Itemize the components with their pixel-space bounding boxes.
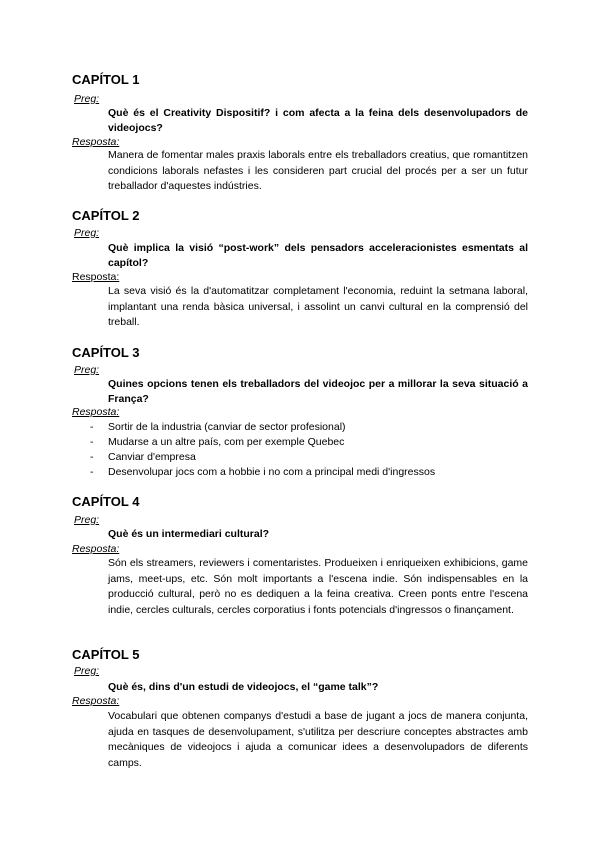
list-item: - Mudarse a un altre país, com per exemple Quebec bbox=[90, 436, 345, 448]
question-label: Preg: bbox=[74, 227, 100, 239]
chapter-title: CAPÍTOL 2 bbox=[72, 208, 140, 223]
question-text: Què és un intermediari cultural? bbox=[108, 528, 270, 540]
chapter-title: CAPÍTOL 4 bbox=[72, 494, 140, 509]
answer-label: Resposta: bbox=[72, 543, 120, 555]
list-item: - Canviar d'empresa bbox=[90, 451, 196, 463]
question-label: Preg: bbox=[74, 93, 100, 105]
answer-text: La seva visió és la d'automatitzar completament l'economia, reduint la setmana laboral, implantant una renda bàsica universal, i assolint un canvi cultural en la comprensió del treball. bbox=[108, 285, 528, 328]
answer-label: Resposta: bbox=[72, 271, 120, 283]
answer-label: Resposta: bbox=[72, 406, 120, 418]
answer-text: Manera de fomentar males praxis laborals entre els treballadors creatius, que romantitzen condicions laborals nefastes i les consideren part crucial del procés per a ser un futur treballador d'aquestes indústries. bbox=[108, 149, 528, 192]
chapter-title: CAPÍTOL 3 bbox=[72, 345, 140, 360]
answer-text: Són els streamers, reviewers i comentaristes. Produeixen i enriqueixen exhibicions, game jams, meet-ups, etc. Són molt importants a l'escena indie. Són indispensables en la producció cultural, però no es dediquen a la feina creativa. Creen ponts entre l'escena indie, cercles culturals, cercles corporatius i fonts potencials d'ingressos o finançament. bbox=[108, 557, 528, 616]
answer-list bbox=[90, 420, 530, 480]
question-text: Què implica la visió “post-work” dels pensadors acceleracionistes esmentats al capítol? bbox=[108, 242, 528, 269]
answer-text: Vocabulari que obtenen companys d'estudi a base de jugant a jocs de manera conjunta, ajuda en tasques de desenvolupament, s'utilitza per descriure conceptes abstractes amb mecàniques de videojocs i ajuda a comunicar idees a desenvolupadors de diferents camps. bbox=[108, 710, 528, 769]
list-item: - Sortir de la industria (canviar de sector profesional) bbox=[90, 421, 346, 433]
question-text: Què és el Creativity Dispositif? i com afecta a la feina dels desenvolupadors de videojocs? bbox=[108, 107, 528, 134]
question-text: Què és, dins d'un estudi de videojocs, el “game talk”? bbox=[108, 681, 379, 693]
answer-label: Resposta: bbox=[72, 136, 120, 148]
chapter-title: CAPÍTOL 1 bbox=[72, 72, 140, 87]
answer-label: Resposta: bbox=[72, 695, 120, 707]
question-text: Quines opcions tenen els treballadors del videojoc per a millorar la seva situació a França? bbox=[108, 378, 528, 405]
question-label: Preg: bbox=[74, 514, 100, 526]
list-item: - Desenvolupar jocs com a hobbie i no com a principal medi d'ingressos bbox=[90, 466, 436, 478]
chapter-title: CAPÍTOL 5 bbox=[72, 647, 140, 662]
question-label: Preg: bbox=[74, 364, 100, 376]
question-label: Preg: bbox=[74, 665, 100, 677]
